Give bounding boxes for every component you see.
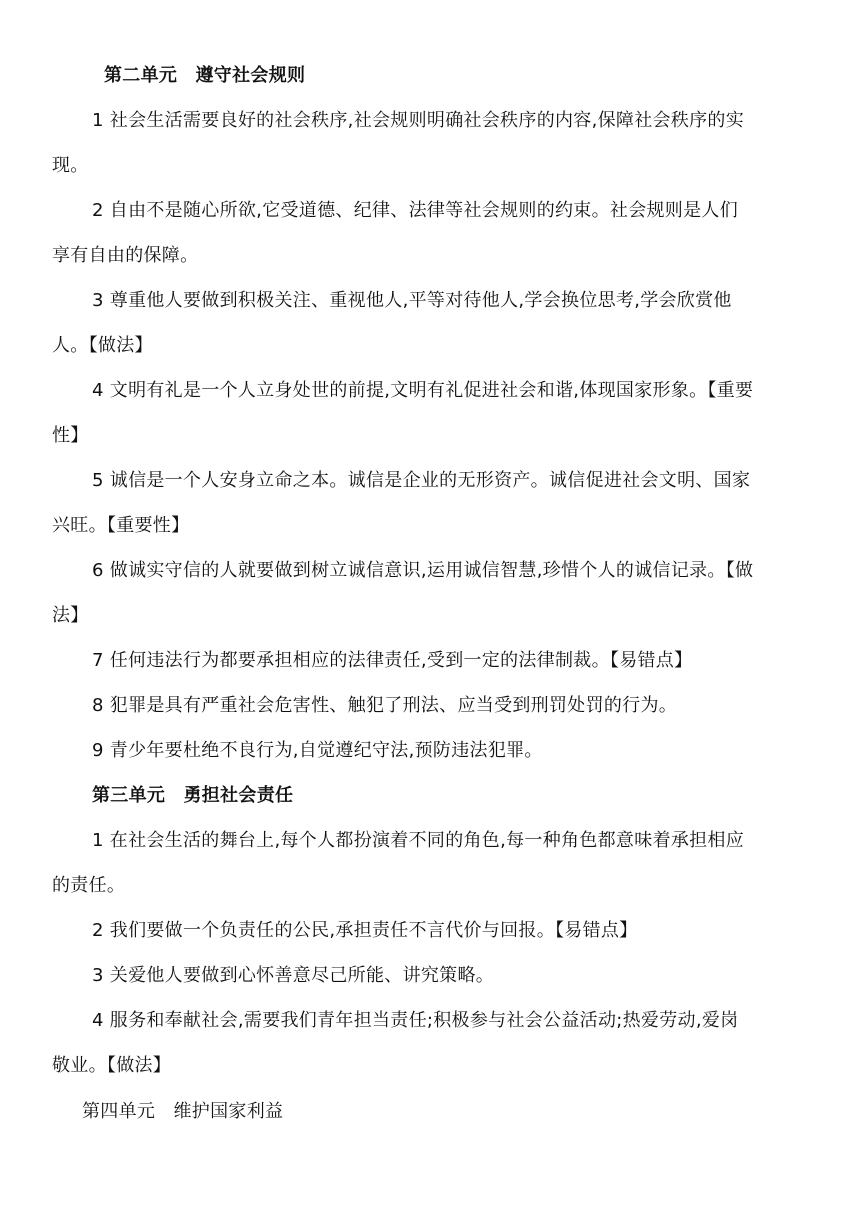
s2-item-3-line-1: 3 尊重他人要做到积极关注、重视他人,平等对待他人,学会换位思考,学会欣赏他 [92, 290, 732, 311]
s3-item-4-line-2: 敬业。【做法】 [52, 1055, 172, 1076]
s2-item-4-line-1: 4 文明有礼是一个人立身处世的前提,文明有礼促进社会和谐,体现国家形象。【重要 [92, 380, 754, 401]
s2-item-6-line-1: 6 做诚实守信的人就要做到树立诚信意识,运用诚信智慧,珍惜个人的诚信记录。【做 [92, 560, 754, 581]
s2-item-7: 7 任何违法行为都要承担相应的法律责任,受到一定的法律制裁。【易错点】 [92, 650, 693, 671]
section-4-heading: 第四单元 维护国家利益 [82, 1101, 284, 1122]
section-2-heading: 第二单元 遵守社会规则 [104, 65, 306, 86]
s2-item-9: 9 青少年要杜绝不良行为,自觉遵纪守法,预防违法犯罪。 [92, 740, 543, 761]
s2-item-1-line-1: 1 社会生活需要良好的社会秩序,社会规则明确社会秩序的内容,保障社会秩序的实 [92, 110, 745, 131]
s3-item-3: 3 关爱他人要做到心怀善意尽己所能、讲究策略。 [92, 965, 495, 986]
s2-item-5-line-2: 兴旺。【重要性】 [52, 515, 190, 536]
s2-item-2-line-1: 2 自由不是随心所欲,它受道德、纪律、法律等社会规则的约束。社会规则是人们 [92, 200, 738, 221]
s2-item-1-line-2: 现。 [52, 155, 89, 176]
s3-item-1-line-1: 1 在社会生活的舞台上,每个人都扮演着不同的角色,每一种角色都意味着承担相应 [92, 830, 745, 851]
s2-item-8: 8 犯罪是具有严重社会危害性、触犯了刑法、应当受到刑罚处罚的行为。 [92, 695, 678, 716]
s2-item-2-line-2: 享有自由的保障。 [52, 245, 199, 266]
s2-item-6-line-2: 法】 [52, 605, 89, 626]
s3-item-1-line-2: 的责任。 [52, 875, 126, 896]
s2-item-5-line-1: 5 诚信是一个人安身立命之本。诚信是企业的无形资产。诚信促进社会文明、国家 [92, 470, 751, 491]
section-3-heading: 第三单元 勇担社会责任 [92, 785, 294, 806]
s3-item-4-line-1: 4 服务和奉献社会,需要我们青年担当责任;积极参与社会公益活动;热爱劳动,爱岗 [92, 1010, 739, 1031]
s3-item-2: 2 我们要做一个负责任的公民,承担责任不言代价与回报。【易错点】 [92, 920, 638, 941]
s2-item-4-line-2: 性】 [52, 425, 89, 446]
s2-item-3-line-2: 人。【做法】 [52, 335, 153, 356]
